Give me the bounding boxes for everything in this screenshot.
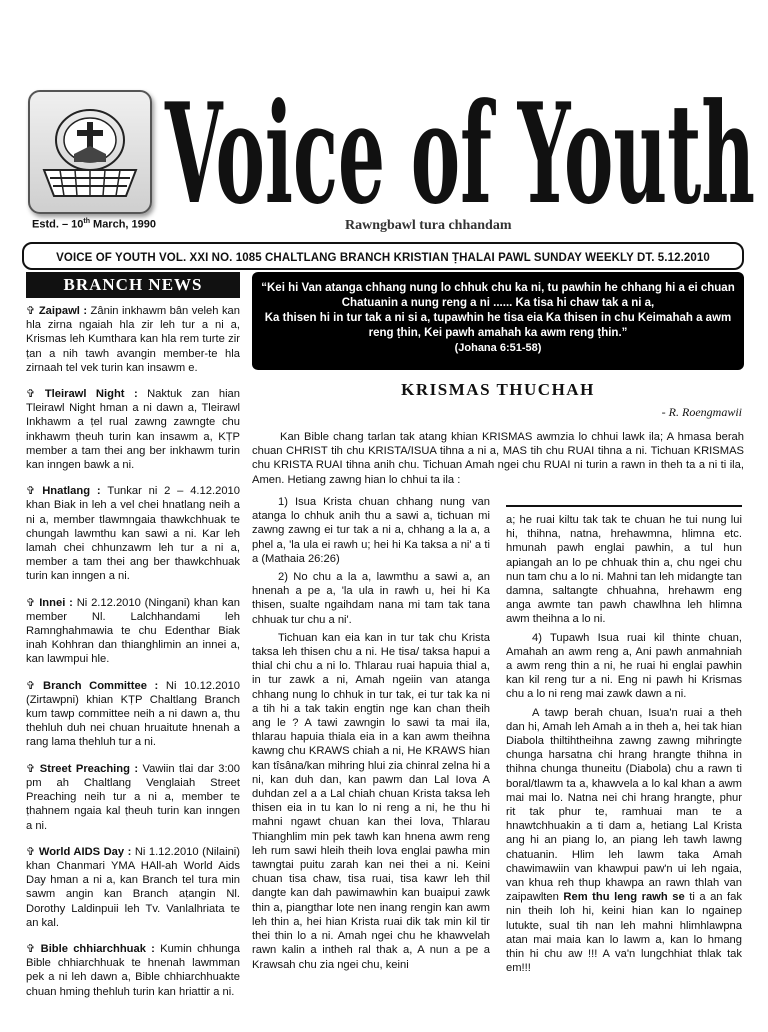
news-item-title: Zaipawl : — [38, 305, 91, 317]
article-paragraph: 2) No chu a la a, lawmthu a sawi a, an hnenah a pe a, 'la ula in rawh u, hei hi Ka thisen, sualte ngaihdam nana mi tam tak tana chhuak tur chu a ni'. — [252, 571, 490, 626]
logo-emblem-icon — [30, 92, 150, 212]
cross-bullet-icon: ✞ — [26, 388, 45, 401]
cross-bullet-icon: ✞ — [26, 845, 39, 858]
article-paragraph: 1) Isua Krista chuan chhang nung van atanga lo chhuk anih thu a sawi a, tichuan mi zawng zawng ei tur tak a ni a, chhang a la a, a phel a, 'la ula ei rawh u; hei hi Ka taksa a ni' a ti a (Mathaia 26:26) — [252, 496, 490, 565]
news-item — [26, 845, 240, 930]
paragraph-text: 4) Tupawh Isua ruai kil thinte chuan, Amahah an awm reng a, Ani pawh anmahniah a awm reng thin a ni, he ruai hi englai pawhin kan kil reng tur a ni. Eng ni pawh hi Krismas chu a lo ni reng mai zawk dawn a ni. — [506, 631, 742, 701]
paragraph-text: ti a an fak nin theih loh hi, keini hian kan lo ngainep lutukte, sual tih nan leh mahni hlimhlawpna atan mai maia kan lo lawm a, kan lo hmang thin hi chu aw !!! A va'n lungchhiat thlak tak em!!! — [506, 891, 742, 975]
news-item-text: Vawiin tlai dar 3:00 pm ah Chaltlang Venglaiah Street Preaching neih tur a ni a, member te ṭhahnem ngaia kal ṭheuh turin kan inngen a ni. — [26, 762, 240, 832]
cross-bullet-icon: ✞ — [26, 762, 40, 775]
news-item-title: Branch Committee : — [42, 679, 166, 692]
masthead-title — [160, 80, 760, 220]
article-column-left — [252, 495, 490, 1024]
article-author: - R. Roengmawii — [661, 405, 742, 419]
paragraph-emphasis: Rem thu leng rawh se — [563, 891, 685, 904]
quote-reference: (Johana 6:51-58) — [454, 342, 542, 354]
scripture-quote — [252, 272, 744, 370]
masthead-title-text: Voice of Youth — [164, 80, 755, 220]
article-paragraph — [506, 631, 742, 702]
quote-line-1: “Kei hi Van atanga chhang nung lo chhuk chu ka ni, tu pawhin he chhang hi a ei chuan Chatuanin a nung reng a ni ...... Ka tisa hi chaw tak a ni a, — [261, 282, 735, 309]
news-item-title: Street Preaching : — [39, 762, 143, 775]
branch-news-sidebar — [26, 272, 240, 1024]
news-item — [26, 762, 240, 833]
cross-bullet-icon: ✞ — [26, 305, 39, 317]
news-item-text: Kumin chhunga Bible chhiarchhuak te hnenah lawmman pek a ni leh dawn a, Bible chhiarchhuakte chuan hming thehluh turin kan hriattir a ni. — [26, 942, 240, 998]
cross-bullet-icon: ✞ — [26, 485, 43, 498]
news-item-title: Tleirawl Night : — [44, 388, 148, 401]
article-paragraph — [506, 706, 742, 976]
news-item-title: Bible chhiarchhuak : — [40, 942, 161, 955]
article-paragraph: Tichuan kan eia kan in tur tak chu Krista taksa leh thisen chu a ni. He tisa/ taksa hapui a thial chi chu a ni lo. Thlarau ruai hapuia thial a, in tur zawk a ni, Amah ngeiin van atanga chhang nung lo chhuk in tur tak, ei tur tak ka ni a tih hi a tak takin engtin nge kan chan theih ang le ? A tawi zawngin lo sawi ta mai ila, thlarau hapuia thiala eia in a kan awm theihna kawng chu KRAWS chiah a ni, He KRAWS hian kan tîsâna/kan mihring hlui zia chinral zelna hi a ni, kan duh dan, kan pawm dan Lal Iova A duhdan zel a a Lal chiah chuan Krista taksa leh thisen eia in tu kan lo ni reng a ni, he thu hi mahni ngawt chuan kan thei lova, Thlarau Thianghlim min pek tawh kan hnena awm reng leh rum sawi hleih theih lova englai pawha min tawngtai puitu zarah kan nei thei a ni. Keini chuan tisa chaw, tisa ruai, tisa kawr leh thil dangte kan dah pawimawhin kan buaipui zawk thin a, piangthar lote nen inang rengin kan awm leh thin a, hei hian Krista ruai dik tak min kil tir thei thin lo a ni. Amah ngei chu he khawvelah rawn kalin a intheh ral thak a, A nun a pe a Krawsah chu zia ngei chu, keini — [252, 631, 490, 971]
branch-news-list — [26, 304, 240, 999]
news-item-text: Zânin inkhawm bân veleh kan hla zirna ngaiah hla zir leh tur a ni a, Krismas leh Kumthara kan hla rem turte zir ṭan a nih tawh avangin member-te hla zirnaah tel vek turin kan insawm e. — [26, 305, 240, 374]
paragraph-text: A tawp berah chuan, Isua'n ruai a theh dan hi, Amah leh Amah a in theh a, hei tak hian Diabola thiltihtheihna zawng zawng mihringte chunga harsatna chi hrang hrangte thihna in thihna chunga thuneitu (Diabola) chu a rawn ti boral/tlawm ta a, khawvela a lo kal khan a awm mai mai lo. Natna nei chi hrang hrangte, phur rit tak phur te, ramhuai man te a hnawtchhuakin a ti dam a, hetiang Lal Krista ang hi an piang lo, an piang leh tawh lawng chatuanin. Hlim leh lawm taka Amah chawimawiin van khawpui paw'n ui leh ngaia, van khua reh thup khawpa an rawn thlah van zaipawlten — [506, 706, 742, 904]
article-intro: Kan Bible chang tarlan tak atang khian KRISMAS awmzia lo chhui lawk ila; A hmasa berah chuan CHRIST tih chu KRISTA/ISUA tihna a ni a, MAS tih chu RUAI tihna a ni. Tichuan KRISMAS chu KRISTA RUAI tihna anih chu. Tichuan Amah ngei chu RUAI ni turin a rawn in theh ta a ni ti ila, Amen. Hetiang zawng hian lo chhui ta ila : — [252, 431, 744, 486]
cross-bullet-icon: ✞ — [26, 679, 43, 692]
quote-line-2: Ka thisen hi in tur tak a ni si a, tupawhin he tisa eia Ka thisen in chu Keimahah a awm reng ṭhin, Kei pawh amahah ka awm reng ṭhin.” — [264, 312, 732, 339]
news-item-title: Hnatlang : — [42, 485, 108, 498]
article-title: KRISMAS THUCHAH — [401, 380, 595, 399]
volume-bar: VOICE OF YOUTH VOL. XXI NO. 1085 CHALTLANG BRANCH KRISTIAN ṬHALAI PAWL SUNDAY WEEKLY DT. 5.12.2010 — [22, 242, 744, 270]
paragraph-text: a; he ruai kiltu tak tak te chuan he tui nung lui hi, thihna, natna, hrehawmna, hlimna etc. hmunah pawh englai pawhin, a tul hun apiangah an lo pe chhuak thin a, chu ngei chu nun tam chu a lo ni. Mahni tan leh midangte tan damna, saltangte chhuahna, hrehawm eng anga awmte tan pawh chawlhna leh hlimna awm theihna a lo ni. — [506, 514, 742, 626]
cross-bullet-icon: ✞ — [26, 942, 41, 955]
news-item-text: Ni 1.12.2010 (Nilaini) khan Chanmari YMA HAll-ah World Aids Day hman a ni a, kan Branch tel tura min sawm angin kan Branch aṭangin Nl. Dorothy Laldinpuii leh Tv. Vanlalhriata te an kal. — [26, 845, 240, 929]
news-item-text: Tunkar ni 2 – 4.12.2010 khan Biak in leh a vel chei hnatlang neih a ni a, member tlawmngaia thawkchhuak te chungah lawmthu kan sawi a ni. Kar leh lamah chei chhunzawm leh tur a ni a, member a tam thei ang ber thawkchhuak turin kan inngen a ni. — [26, 485, 240, 583]
news-item-text: Ni 10.12.2010 (Zirtawpni) khian KṬP Chaltlang Branch kum tawp committee neih a ni dawn a, thu thehluh duh nei chuan hruaitute hnenah a rang lama thehluh tur a ni. — [26, 679, 240, 749]
news-item-text: Naktuk zan hian Tleirawl Night hman a ni dawn a, Tleirawl Inkhawm a ṭel rual zawng zawngte chu inkhawm ṭheuh turin kan insawm a, KṬP member a tam thei ang ber inkhawm turin kan inngen bawk a ni. — [26, 388, 240, 472]
branch-logo — [28, 90, 152, 214]
news-item — [26, 304, 240, 375]
article-paragraph — [506, 513, 742, 627]
news-item — [26, 387, 240, 472]
news-item — [26, 596, 240, 667]
news-item-text: Ni 2.12.2010 (Ningani) khan kan member Nl. Lalchhandami leh Ramnghahmawia te chu Edenthar Biak inah Kohhran dan thianghlimin an innei a, kan lawmpui hle. — [26, 596, 240, 666]
cross-bullet-icon: ✞ — [26, 596, 40, 609]
established-date: Estd. – 10th March, 1990 — [32, 218, 157, 231]
article-column-right — [506, 505, 742, 1032]
news-item — [26, 679, 240, 750]
news-item — [26, 942, 240, 999]
news-item-title: World AIDS Day : — [38, 845, 135, 858]
news-item — [26, 484, 240, 583]
tagline: Rawngbawl tura chhandam — [345, 218, 512, 233]
branch-news-heading: BRANCH NEWS — [26, 272, 240, 298]
news-item-title: Innei : — [39, 596, 77, 609]
